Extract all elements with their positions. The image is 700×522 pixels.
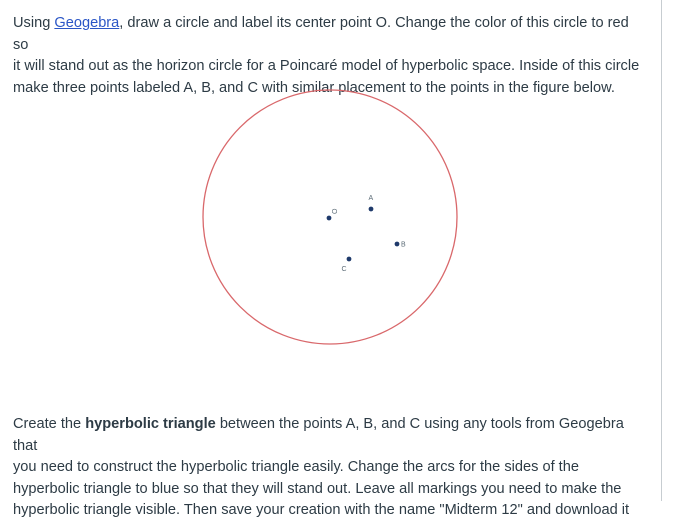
text-segment: it will stand out as the horizon circle for a Poincaré model of hyperbolic space. Inside of this circle xyxy=(13,58,640,74)
hyperbolic-triangle-term: hyperbolic triangle xyxy=(85,416,216,432)
text-segment: hyperbolic triangle visible. Then save your creation with the name "Midterm 12" and download it xyxy=(13,502,630,518)
point-c xyxy=(347,257,352,262)
geogebra-link[interactable]: Geogebra xyxy=(54,15,120,31)
poincare-disk-figure xyxy=(196,86,464,354)
text-segment: , draw a circle and label its center point O. Change the color of this circle to red so xyxy=(13,15,629,53)
label-b: B xyxy=(401,241,406,249)
text-segment: you need to construct the hyperbolic triangle easily. Change the arcs for the sides of the xyxy=(13,459,579,475)
text-segment: between the points A, B, and C using any tools from Geogebra that xyxy=(13,416,624,454)
label-c: C xyxy=(341,266,347,273)
point-o xyxy=(327,216,332,221)
instructions-paragraph-2 xyxy=(13,414,648,522)
text-segment: Using xyxy=(13,15,55,31)
text-segment: Create the xyxy=(13,416,86,432)
point-a xyxy=(369,207,374,212)
point-b xyxy=(395,242,400,247)
label-o: O xyxy=(332,208,339,214)
text-segment: make three points labeled A, B, and C with similar placement to the points in the figure below. xyxy=(13,79,615,96)
label-a: A xyxy=(368,195,374,202)
text-segment: hyperbolic triangle to blue so that they will stand out. Leave all markings you need to make the xyxy=(13,480,622,497)
